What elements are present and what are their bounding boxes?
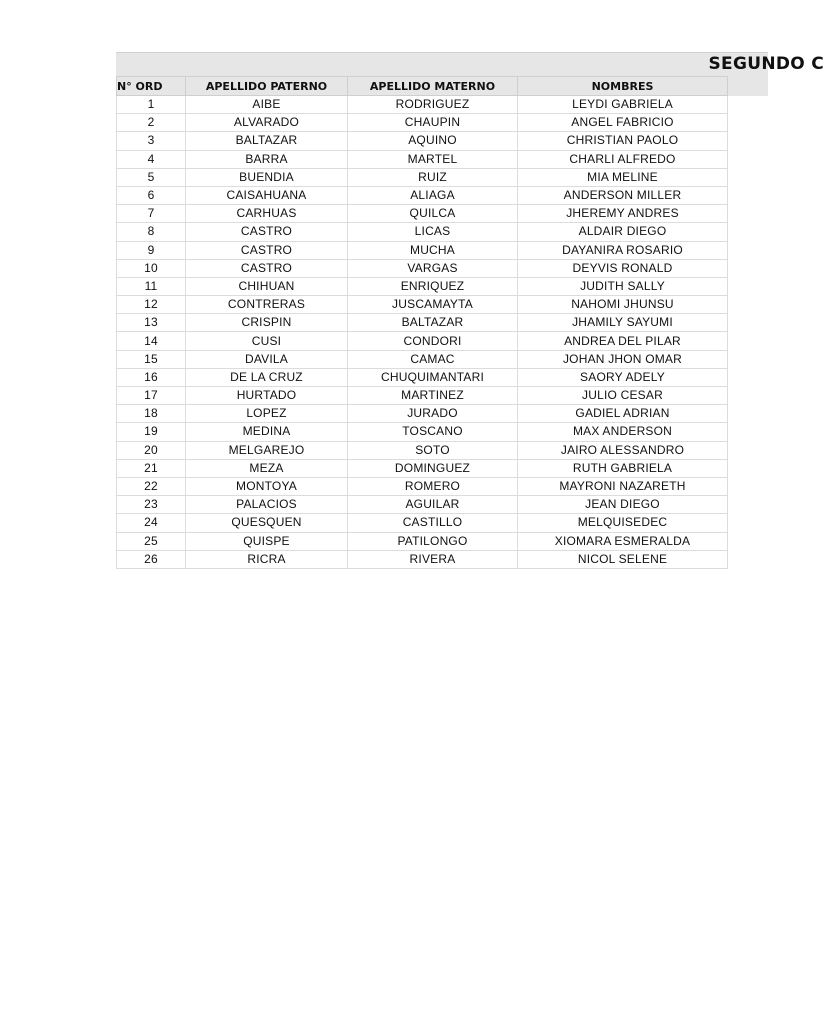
paternal-surname-cell: ALVARADO xyxy=(186,114,348,132)
table-row xyxy=(117,459,728,477)
table-row xyxy=(117,259,728,277)
order-number-cell: 7 xyxy=(117,205,186,223)
paternal-surname-cell: MEDINA xyxy=(186,423,348,441)
maternal-surname-cell: RODRIGUEZ xyxy=(348,96,518,114)
paternal-surname-cell: RICRA xyxy=(186,550,348,568)
table-row xyxy=(117,150,728,168)
order-number-cell: 11 xyxy=(117,277,186,295)
paternal-surname-cell: QUISPE xyxy=(186,532,348,550)
maternal-surname-cell: LICAS xyxy=(348,223,518,241)
maternal-surname-cell: PATILONGO xyxy=(348,532,518,550)
paternal-surname-cell: CASTRO xyxy=(186,223,348,241)
order-number-cell: 23 xyxy=(117,496,186,514)
maternal-surname-cell: SOTO xyxy=(348,441,518,459)
table-row xyxy=(117,368,728,386)
table-row xyxy=(117,96,728,114)
paternal-surname-cell: DAVILA xyxy=(186,350,348,368)
given-names-cell: JULIO CESAR xyxy=(518,387,728,405)
table-row xyxy=(117,477,728,495)
order-number-cell: 25 xyxy=(117,532,186,550)
maternal-surname-cell: DOMINGUEZ xyxy=(348,459,518,477)
table-row xyxy=(117,223,728,241)
header-paternal-surname: APELLIDO PATERNO xyxy=(186,77,348,96)
given-names-cell: NAHOMI JHUNSU xyxy=(518,296,728,314)
maternal-surname-cell: VARGAS xyxy=(348,259,518,277)
order-number-cell: 8 xyxy=(117,223,186,241)
order-number-cell: 12 xyxy=(117,296,186,314)
table-header xyxy=(117,77,728,96)
table-row xyxy=(117,350,728,368)
maternal-surname-cell: TOSCANO xyxy=(348,423,518,441)
paternal-surname-cell: MONTOYA xyxy=(186,477,348,495)
table-row xyxy=(117,314,728,332)
maternal-surname-cell: ROMERO xyxy=(348,477,518,495)
order-number-cell: 3 xyxy=(117,132,186,150)
given-names-cell: MELQUISEDEC xyxy=(518,514,728,532)
order-number-cell: 6 xyxy=(117,186,186,204)
paternal-surname-cell: CASTRO xyxy=(186,259,348,277)
given-names-cell: ALDAIR DIEGO xyxy=(518,223,728,241)
given-names-cell: MAYRONI NAZARETH xyxy=(518,477,728,495)
paternal-surname-cell: MELGAREJO xyxy=(186,441,348,459)
maternal-surname-cell: ALIAGA xyxy=(348,186,518,204)
paternal-surname-cell: HURTADO xyxy=(186,387,348,405)
header-row xyxy=(117,77,728,96)
table-row xyxy=(117,186,728,204)
table-row xyxy=(117,387,728,405)
given-names-cell: ANDERSON MILLER xyxy=(518,186,728,204)
given-names-cell: GADIEL ADRIAN xyxy=(518,405,728,423)
page-title: SEGUNDO C xyxy=(708,54,824,74)
table-row xyxy=(117,496,728,514)
header-order-number: N° ORD xyxy=(117,77,186,96)
order-number-cell: 20 xyxy=(117,441,186,459)
order-number-cell: 13 xyxy=(117,314,186,332)
given-names-cell: MIA MELINE xyxy=(518,168,728,186)
maternal-surname-cell: CHUQUIMANTARI xyxy=(348,368,518,386)
paternal-surname-cell: PALACIOS xyxy=(186,496,348,514)
paternal-surname-cell: CUSI xyxy=(186,332,348,350)
order-number-cell: 9 xyxy=(117,241,186,259)
header-given-names: NOMBRES xyxy=(518,77,728,96)
maternal-surname-cell: RIVERA xyxy=(348,550,518,568)
order-number-cell: 26 xyxy=(117,550,186,568)
table-row xyxy=(117,405,728,423)
table-row xyxy=(117,277,728,295)
given-names-cell: JUDITH SALLY xyxy=(518,277,728,295)
maternal-surname-cell: CONDORI xyxy=(348,332,518,350)
paternal-surname-cell: CAISAHUANA xyxy=(186,186,348,204)
table-row xyxy=(117,532,728,550)
paternal-surname-cell: QUESQUEN xyxy=(186,514,348,532)
paternal-surname-cell: CHIHUAN xyxy=(186,277,348,295)
order-number-cell: 5 xyxy=(117,168,186,186)
order-number-cell: 15 xyxy=(117,350,186,368)
given-names-cell: JAIRO ALESSANDRO xyxy=(518,441,728,459)
order-number-cell: 17 xyxy=(117,387,186,405)
paternal-surname-cell: CARHUAS xyxy=(186,205,348,223)
paternal-surname-cell: BARRA xyxy=(186,150,348,168)
header-maternal-surname: APELLIDO MATERNO xyxy=(348,77,518,96)
given-names-cell: CHARLI ALFREDO xyxy=(518,150,728,168)
order-number-cell: 19 xyxy=(117,423,186,441)
maternal-surname-cell: QUILCA xyxy=(348,205,518,223)
maternal-surname-cell: JUSCAMAYTA xyxy=(348,296,518,314)
table-row xyxy=(117,205,728,223)
table-row xyxy=(117,514,728,532)
order-number-cell: 16 xyxy=(117,368,186,386)
maternal-surname-cell: MUCHA xyxy=(348,241,518,259)
table-row xyxy=(117,441,728,459)
order-number-cell: 22 xyxy=(117,477,186,495)
table-row xyxy=(117,114,728,132)
maternal-surname-cell: CASTILLO xyxy=(348,514,518,532)
maternal-surname-cell: ENRIQUEZ xyxy=(348,277,518,295)
paternal-surname-cell: BALTAZAR xyxy=(186,132,348,150)
table-body xyxy=(117,96,728,569)
given-names-cell: ANGEL FABRICIO xyxy=(518,114,728,132)
given-names-cell: JHEREMY ANDRES xyxy=(518,205,728,223)
order-number-cell: 1 xyxy=(117,96,186,114)
order-number-cell: 18 xyxy=(117,405,186,423)
maternal-surname-cell: JURADO xyxy=(348,405,518,423)
given-names-cell: JHAMILY SAYUMI xyxy=(518,314,728,332)
given-names-cell: MAX ANDERSON xyxy=(518,423,728,441)
order-number-cell: 14 xyxy=(117,332,186,350)
order-number-cell: 10 xyxy=(117,259,186,277)
table-row xyxy=(117,241,728,259)
paternal-surname-cell: CONTRERAS xyxy=(186,296,348,314)
paternal-surname-cell: MEZA xyxy=(186,459,348,477)
paternal-surname-cell: CRISPIN xyxy=(186,314,348,332)
student-roster-table xyxy=(116,76,728,569)
given-names-cell: NICOL SELENE xyxy=(518,550,728,568)
order-number-cell: 4 xyxy=(117,150,186,168)
paternal-surname-cell: LOPEZ xyxy=(186,405,348,423)
maternal-surname-cell: CHAUPIN xyxy=(348,114,518,132)
given-names-cell: RUTH GABRIELA xyxy=(518,459,728,477)
table-row xyxy=(117,168,728,186)
given-names-cell: JEAN DIEGO xyxy=(518,496,728,514)
given-names-cell: XIOMARA ESMERALDA xyxy=(518,532,728,550)
paternal-surname-cell: CASTRO xyxy=(186,241,348,259)
table-row xyxy=(117,550,728,568)
paternal-surname-cell: DE LA CRUZ xyxy=(186,368,348,386)
maternal-surname-cell: AGUILAR xyxy=(348,496,518,514)
table-row xyxy=(117,296,728,314)
given-names-cell: CHRISTIAN PAOLO xyxy=(518,132,728,150)
given-names-cell: SAORY ADELY xyxy=(518,368,728,386)
given-names-cell: LEYDI GABRIELA xyxy=(518,96,728,114)
maternal-surname-cell: RUIZ xyxy=(348,168,518,186)
given-names-cell: ANDREA DEL PILAR xyxy=(518,332,728,350)
paternal-surname-cell: AIBE xyxy=(186,96,348,114)
maternal-surname-cell: BALTAZAR xyxy=(348,314,518,332)
table-row xyxy=(117,332,728,350)
maternal-surname-cell: MARTINEZ xyxy=(348,387,518,405)
order-number-cell: 2 xyxy=(117,114,186,132)
given-names-cell: DAYANIRA ROSARIO xyxy=(518,241,728,259)
table-row xyxy=(117,132,728,150)
order-number-cell: 21 xyxy=(117,459,186,477)
paternal-surname-cell: BUENDIA xyxy=(186,168,348,186)
given-names-cell: DEYVIS RONALD xyxy=(518,259,728,277)
maternal-surname-cell: AQUINO xyxy=(348,132,518,150)
maternal-surname-cell: CAMAC xyxy=(348,350,518,368)
given-names-cell: JOHAN JHON OMAR xyxy=(518,350,728,368)
table-row xyxy=(117,423,728,441)
order-number-cell: 24 xyxy=(117,514,186,532)
maternal-surname-cell: MARTEL xyxy=(348,150,518,168)
title-band xyxy=(116,52,824,77)
